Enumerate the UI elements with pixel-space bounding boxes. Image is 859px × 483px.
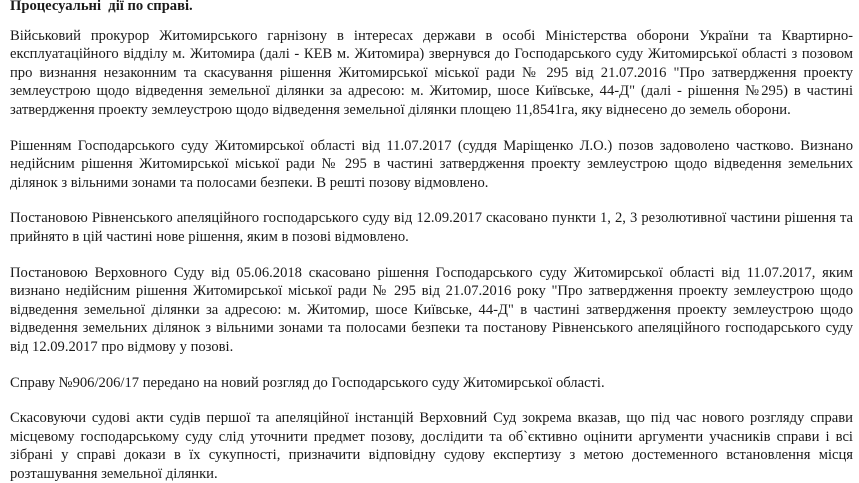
paragraph-first-instance-decision: Рішенням Господарського суду Житомирської області від 11.07.2017 (суддя Маріщенко Л.О.) позов задоволено частково. Визнано недійсним рішення Житомирської міської ради № 295 в частині затвердження проекту землеустрою щодо відведення земельних ділянок з вільними зонами та полосами безпеки. В решті позову відмовлено. — [10, 137, 853, 191]
paragraph-claim: Військовий прокурор Житомирського гарнізону в інтересах держави в особі Міністерства оборони України та Квартирно-експлуатаційного відділу м. Житомира (далі - КЕВ м. Житомира) звернувся до Господарського суду Житомирської області з позовом про визнання незаконним та скасування рішення Житомирської міської ради № 295 від 21.07.2016 "Про затвердження проекту землеустрою щодо відведення земельної ділянки за адресою: м. Житомир, шосе Київське, 44-Д" (далі - рішення №295) в частині затвердження проекту землеустрою щодо відведення земельної ділянки площею 11,8541га, яку віднесено до земель оборони. — [10, 27, 853, 118]
paragraph-supreme-court-ruling: Постановою Верховного Суду від 05.06.2018 скасовано рішення Господарського суду Житомирської області від 11.07.2017, яким визнано недійсним рішення Житомирської міської ради № 295 від 21.07.2016 року "Про затвердження проекту землеустрою щодо відведення земельної ділянки за адресою: м. Житомир, шосе Київське, 44-Д" в частині затвердження проекту землеустрою щодо відведення земельних ділянок з вільними зонами та полосами безпеки та постанову Рівненського апеляційного господарського суду від 12.09.2017 про відмову у позові. — [10, 264, 853, 355]
paragraph-case-referral: Справу №906/206/17 передано на новий розгляд до Господарського суду Житомирської області. — [10, 374, 605, 391]
section-heading: Процесуальні дії по справі. — [10, 0, 193, 14]
paragraph-appeal-ruling: Постановою Рівненського апеляційного господарського суду від 12.09.2017 скасовано пункти 1, 2, 3 резолютивної частини рішення та прийнято в цій частині нове рішення, яким в позові відмовлено. — [10, 210, 853, 245]
paragraph-supreme-court-instructions: Скасовуючи судові акти судів першої та апеляційної інстанцій Верховний Суд зокрема вказав, що під час нового розгляду справи місцевому господарському суду слід уточнити предмет позову, дослідити та об`єктивно оцінити аргументи учасників справи і всі зібрані у справі докази в їх сукупності, призначити відповідну судову експертизу з метою достеменного встановлення місця розташування земельної ділянки. — [10, 410, 853, 482]
document-body — [10, 0, 853, 483]
